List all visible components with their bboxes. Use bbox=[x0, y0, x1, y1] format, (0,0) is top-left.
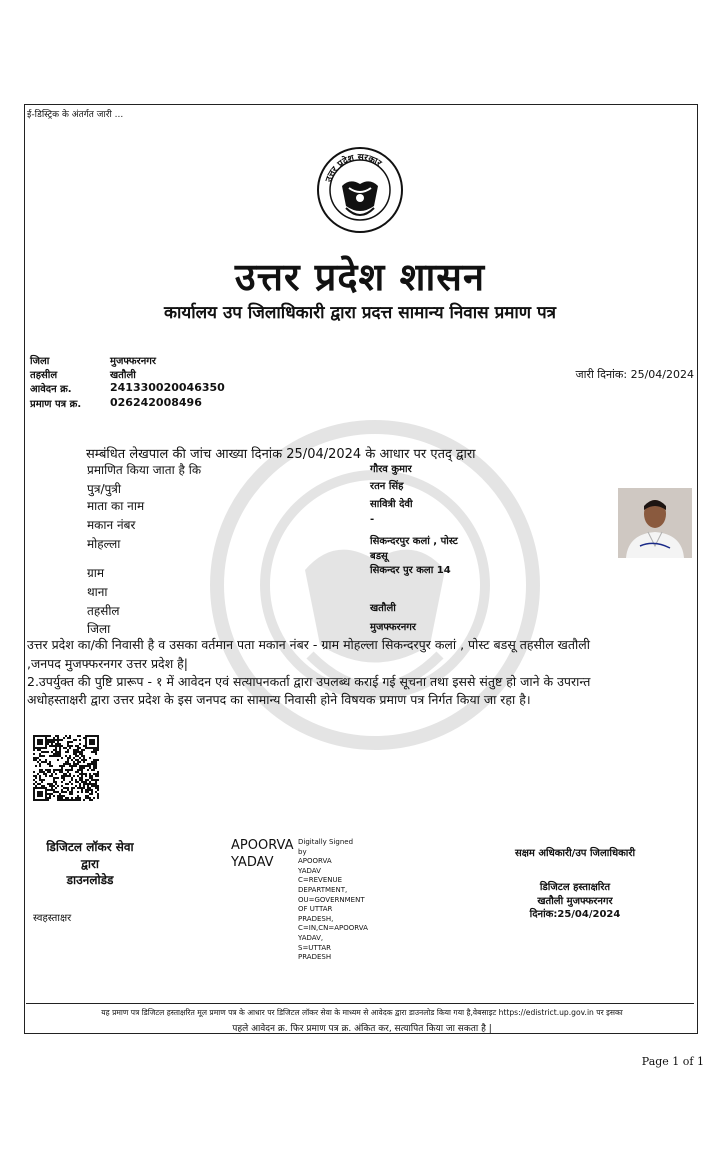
tehsil-label: तहसील bbox=[30, 370, 58, 381]
detail-tehsil: खतौली bbox=[370, 603, 396, 614]
digilocker-line-1: डिजिटल लॉकर सेवा bbox=[46, 840, 134, 854]
seal-text: उत्तर प्रदेश सरकार bbox=[324, 152, 383, 184]
detail-locality: सिकन्दरपुर कलां , पोस्ट bbox=[370, 536, 458, 547]
page-title: उत्तर प्रदेश शासन bbox=[234, 255, 486, 299]
district-label: जिला bbox=[30, 356, 50, 367]
detail-label: मोहल्ला bbox=[87, 537, 121, 551]
detail-label: ग्राम bbox=[87, 566, 105, 580]
detail-label: जिला bbox=[87, 622, 111, 636]
certificate-label: प्रमाण पत्र क्र. bbox=[30, 399, 82, 410]
authority-title: सक्षम अधिकारी/उप जिलाधिकारी bbox=[514, 848, 636, 859]
detail-label: थाना bbox=[87, 585, 108, 599]
digital-signature-line: S=UTTAR bbox=[298, 943, 331, 952]
digital-signature-line: PRADESH bbox=[298, 953, 332, 962]
detail-father: रतन सिंह bbox=[370, 481, 404, 492]
detail-label: मकान नंबर bbox=[87, 518, 136, 532]
detail-locality-cont: बडसू bbox=[370, 551, 388, 562]
digital-signature-line: YADAV bbox=[298, 866, 321, 875]
digital-signature-line: Digitally Signed bbox=[298, 838, 354, 846]
footer-line-2: पहले आवेदन क्र. फिर प्रमाण पत्र क्र. अंकित कर, सत्यापित किया जा सकता है | bbox=[232, 1024, 492, 1034]
application-label: आवेदन क्र. bbox=[30, 384, 72, 395]
digital-signature-line: OF UTTAR bbox=[298, 905, 333, 914]
tehsil-value: खतौली bbox=[110, 370, 136, 381]
intro-line: सम्बंधित लेखपाल की जांच आख्या दिनांक 25/04/2024 के आधार पर एतद् द्वारा bbox=[86, 447, 476, 462]
detail-house: - bbox=[370, 514, 375, 525]
digital-signature-line: C=REVENUE bbox=[298, 876, 343, 885]
digital-signature-line: PRADESH, bbox=[298, 914, 334, 923]
digital-signature-line: YADAV, bbox=[298, 933, 324, 942]
body-line-2: ,जनपद मुजफ्फरनगर उत्तर प्रदेश है| bbox=[27, 656, 189, 671]
authority-sig-line-3: दिनांक:25/04/2024 bbox=[529, 909, 621, 920]
certificate-number: 026242008496 bbox=[110, 396, 202, 409]
detail-district: मुजफ्फरनगर bbox=[370, 622, 416, 633]
qr-code-icon bbox=[33, 735, 99, 801]
detail-label: प्रमाणित किया जाता है कि bbox=[87, 463, 202, 477]
issue-date: जारी दिनांक: 25/04/2024 bbox=[575, 368, 694, 381]
digital-signature-line: by bbox=[298, 847, 307, 856]
digital-signature-block bbox=[298, 838, 368, 963]
self-signature-label: स्वहस्ताक्षर bbox=[33, 913, 72, 924]
digital-signature-line: C=IN,CN=APOORVA bbox=[298, 924, 368, 933]
digilocker-line-3: डाउनलोडेड bbox=[66, 873, 114, 887]
digital-signature-line: APOORVA bbox=[298, 857, 332, 866]
detail-label: माता का नाम bbox=[87, 499, 145, 513]
page-subtitle: कार्यालय उप जिलाधिकारी द्वारा प्रदत्त सामान्य निवास प्रमाण पत्र bbox=[163, 303, 557, 323]
signer-first-name: APOORVA bbox=[231, 838, 294, 853]
detail-village: सिकन्दर पुर कला 14 bbox=[370, 565, 451, 576]
digital-signature-line: OU=GOVERNMENT bbox=[298, 895, 365, 904]
header-note: ई-डिस्ट्रिक के अंतर्गत जारी ... bbox=[27, 110, 124, 120]
district-value: मुजफ्फरनगर bbox=[110, 356, 156, 367]
digilocker-line-2: द्वारा bbox=[80, 857, 100, 871]
up-government-seal-icon bbox=[316, 146, 404, 234]
authority-sig-line-1: डिजिटल हस्ताक्षरित bbox=[539, 882, 611, 893]
signer-last-name: YADAV bbox=[231, 855, 274, 870]
authority-sig-line-2: खतौली मुजफ्फरनगर bbox=[537, 896, 613, 907]
application-number: 241330020046350 bbox=[110, 381, 225, 394]
detail-mother: सावित्री देवी bbox=[370, 499, 413, 510]
applicant-photo bbox=[618, 488, 692, 558]
body-line-4: अधोहस्ताक्षरी द्वारा उत्तर प्रदेश के इस जनपद का सामान्य निवासी होने विषयक प्रमाण पत्र निर्गत किया जा रहा है। bbox=[27, 692, 531, 707]
footer-line-1: यह प्रमाण पत्र डिजिटल हस्ताक्षरित मूल प्रमाण पत्र के आधार पर डिजिटल लॉकर सेवा के माध्यम से आवेदक द्वारा डाउनलोड किया गया है,वेबसाइट https://edistrict.up.gov.in पर इसका bbox=[101, 1008, 623, 1017]
detail-name: गौरव कुमार bbox=[370, 464, 412, 475]
detail-label: पुत्र/पुत्री bbox=[87, 482, 122, 496]
body-line-1: उत्तर प्रदेश का/की निवासी है व उसका वर्तमान पता मकान नंबर - ग्राम मोहल्ला सिकन्दरपुर कलां , पोस्ट बडसू तहसील खतौली bbox=[27, 637, 590, 652]
footer-divider bbox=[26, 1003, 694, 1004]
person-photo-icon bbox=[618, 488, 692, 558]
body-line-3: 2.उपर्युक्त की पुष्टि प्रारूप - १ में आवेदन एवं सत्यापनकर्ता द्वारा उपलब्ध कराई गई सूचना तथा इससे संतुष्ट हो जाने के उपरान्त bbox=[27, 674, 591, 689]
page-number: Page 1 of 1 bbox=[641, 1055, 704, 1068]
detail-label: तहसील bbox=[87, 604, 120, 618]
digital-signature-line: DEPARTMENT, bbox=[298, 885, 348, 894]
